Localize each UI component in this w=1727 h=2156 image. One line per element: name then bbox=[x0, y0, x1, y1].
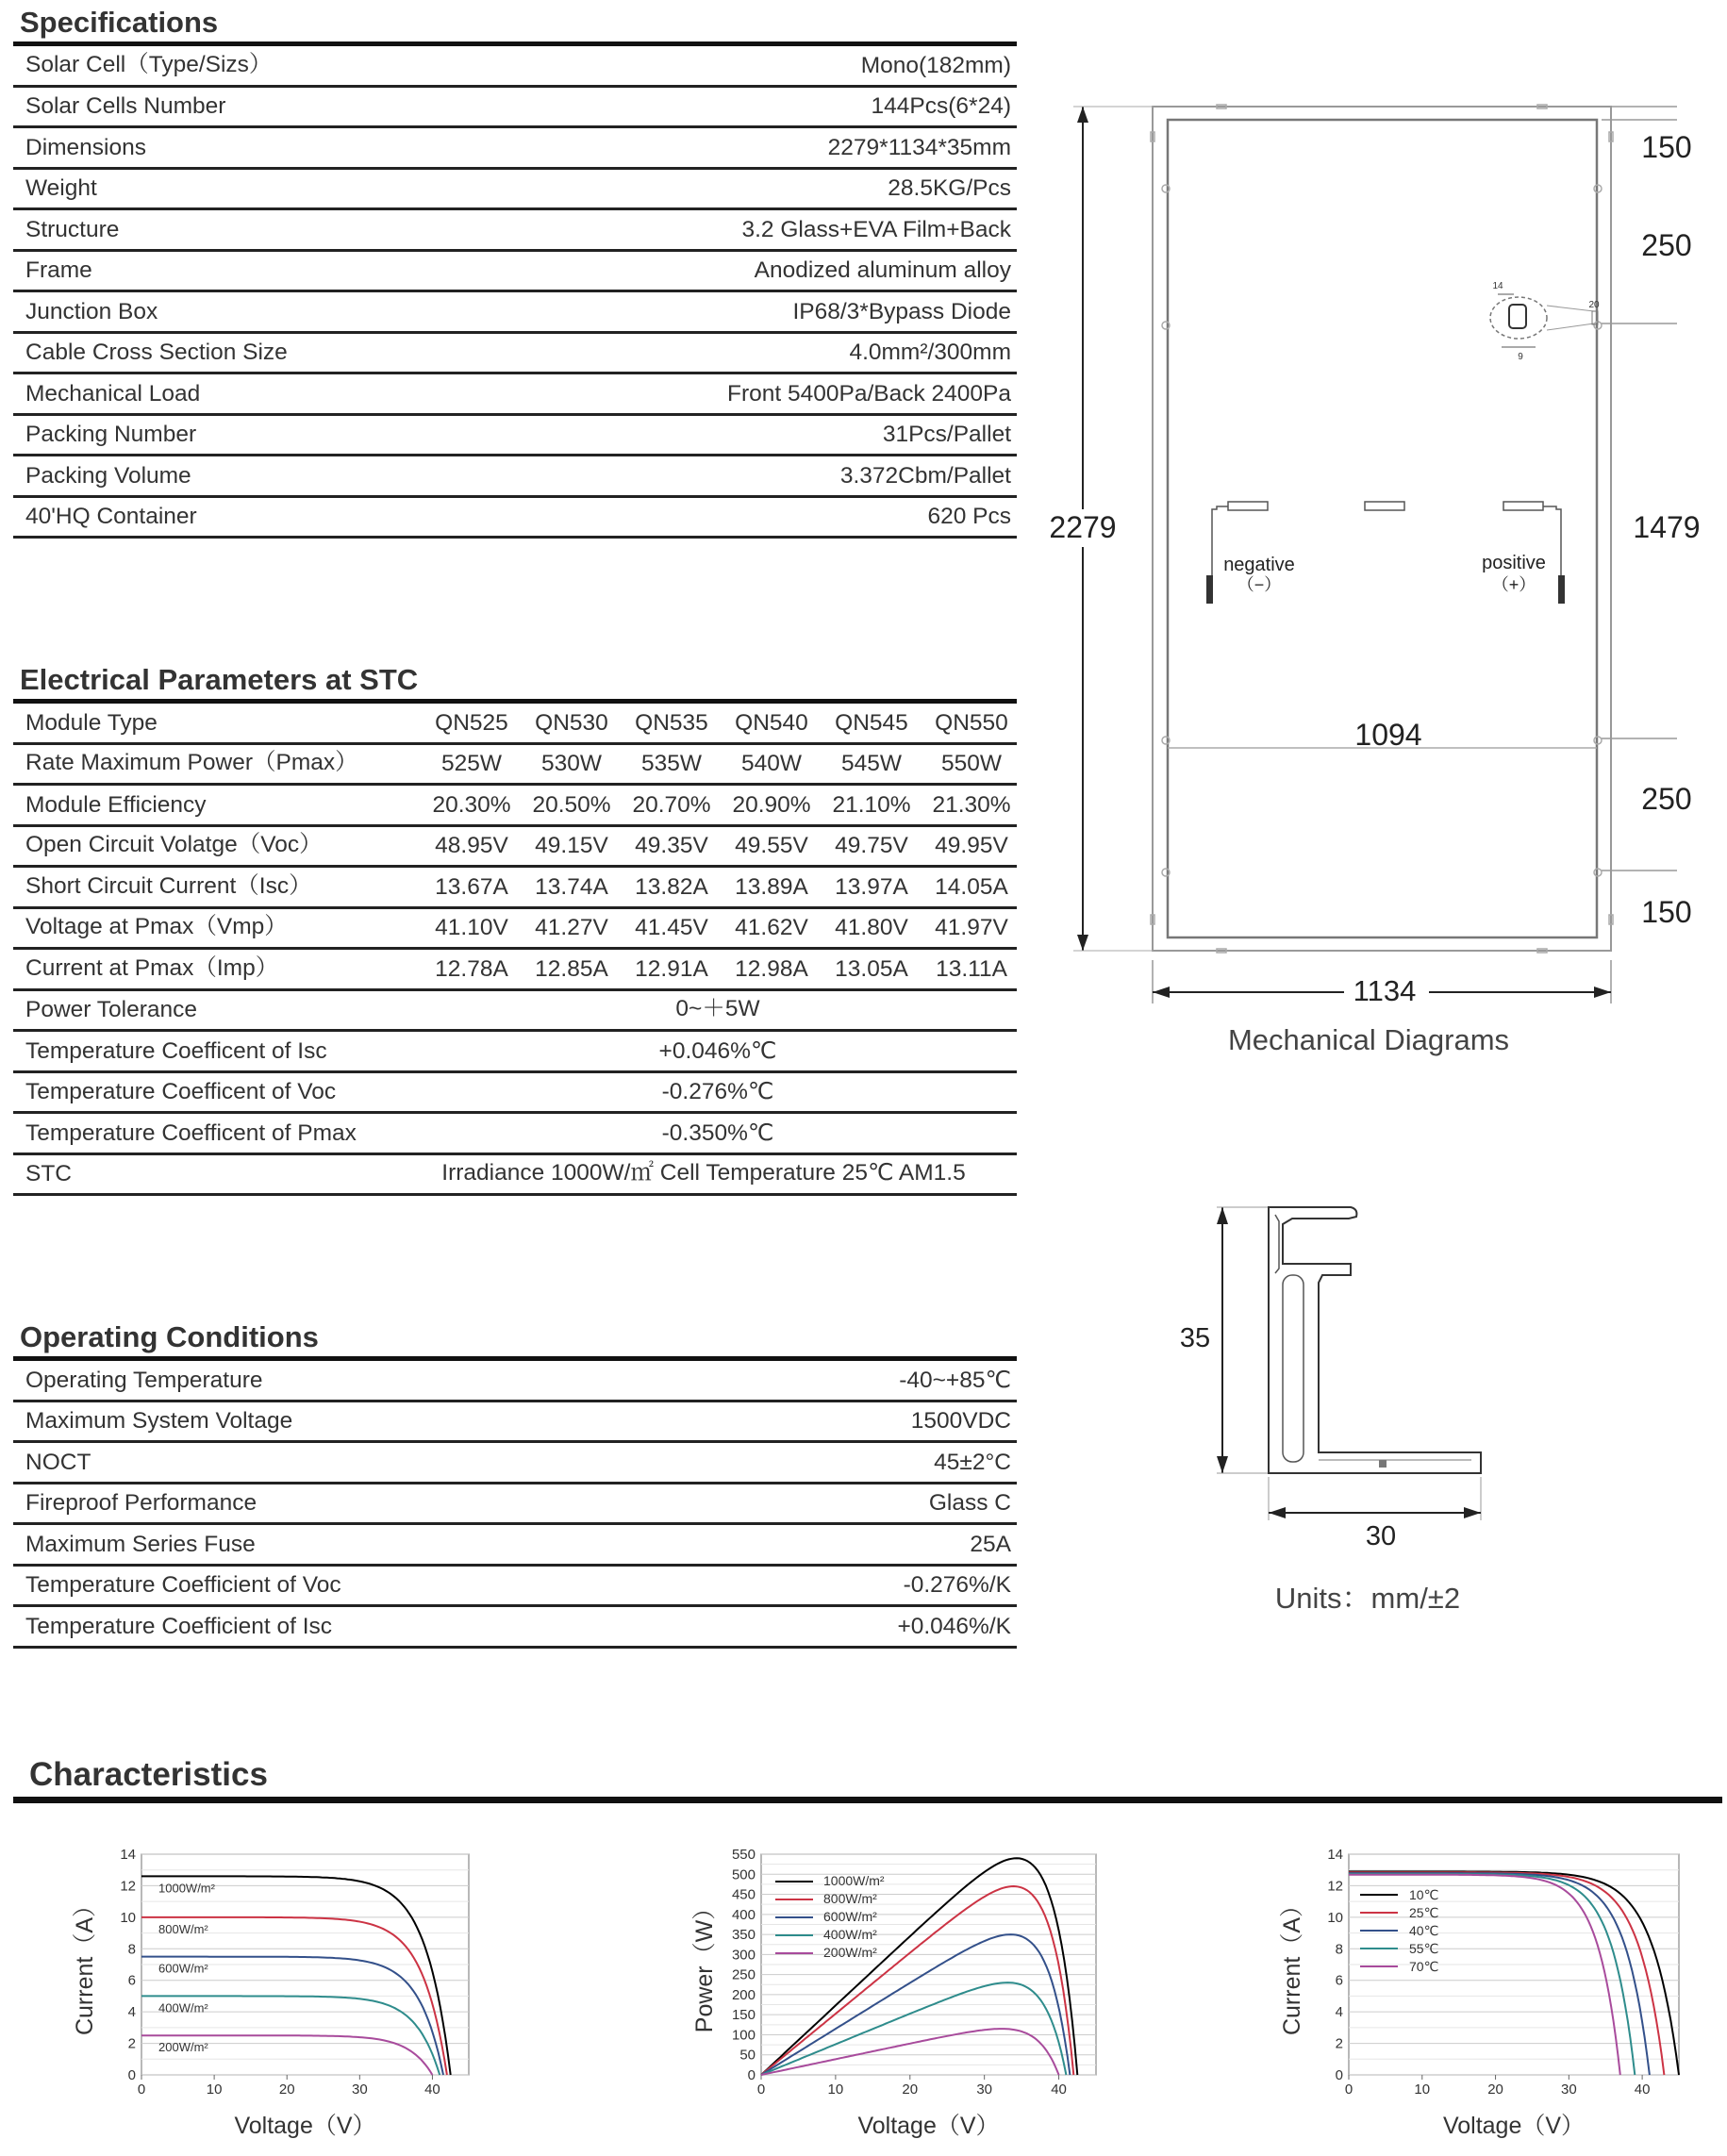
table-row bbox=[13, 950, 1017, 991]
characteristics-title: Characteristics bbox=[29, 1756, 268, 1793]
cell: 41.62V bbox=[735, 915, 808, 940]
mechanical-diagrams-caption: Mechanical Diagrams bbox=[1227, 1023, 1510, 1056]
row-value: -0.276%/K bbox=[903, 1572, 1011, 1598]
row-value: Anodized aluminum alloy bbox=[754, 257, 1011, 283]
cell: 525W bbox=[440, 751, 502, 776]
units-caption: Units：mm/±2 bbox=[1274, 1582, 1461, 1615]
positive-label: positive bbox=[1482, 553, 1546, 573]
x-axis-label: Voltage（V） bbox=[234, 2113, 376, 2139]
dim-label: 1479 bbox=[1633, 510, 1701, 544]
row-label: Weight bbox=[25, 175, 97, 201]
table-row bbox=[13, 210, 1017, 252]
y-tick-label: 500 bbox=[731, 1866, 756, 1883]
model-header: QN535 bbox=[635, 709, 708, 736]
electrical-title: Electrical Parameters at STC bbox=[20, 663, 419, 696]
row-label: Short Circuit Current（Isc） bbox=[25, 872, 312, 899]
y-tick-label: 250 bbox=[731, 1966, 756, 1983]
model-header: QN525 bbox=[435, 709, 508, 736]
row-label: Maximum System Voltage bbox=[25, 1408, 293, 1434]
y-tick-label: 10 bbox=[120, 1909, 136, 1926]
cell: 545W bbox=[840, 751, 902, 776]
table-row bbox=[13, 46, 1017, 88]
table-row bbox=[13, 1567, 1017, 1608]
cell: 14.05A bbox=[935, 873, 1008, 900]
table-row bbox=[13, 1525, 1017, 1567]
cell: 41.10V bbox=[435, 915, 508, 940]
cell: 20.50% bbox=[532, 791, 611, 818]
table-row bbox=[13, 991, 1017, 1033]
x-axis-label: Voltage（V） bbox=[1442, 2113, 1586, 2139]
x-tick-label: 10 bbox=[1414, 2081, 1431, 2098]
iv-temperature-chart bbox=[1273, 1830, 1707, 2150]
legend-label: 40℃ bbox=[1409, 1923, 1439, 1938]
cell: 12.78A bbox=[435, 955, 508, 982]
row-value: Irradiance 1000W/㎡ Cell Temperature 25℃ AM1.5 bbox=[441, 1160, 966, 1186]
cell: 41.97V bbox=[935, 915, 1008, 940]
cell: 13.05A bbox=[835, 955, 908, 982]
dim-label: 250 bbox=[1641, 228, 1692, 262]
cell: 12.85A bbox=[535, 955, 608, 982]
row-label: Operating Temperature bbox=[25, 1367, 263, 1393]
series-label: 800W/m² bbox=[158, 1921, 208, 1936]
y-tick-label: 12 bbox=[120, 1878, 136, 1895]
mounting-holes bbox=[1151, 105, 1613, 953]
frame-profile-cavity bbox=[1283, 1275, 1304, 1462]
row-label: Junction Box bbox=[25, 298, 158, 324]
width-dimension-label: 1134 bbox=[1353, 974, 1417, 1007]
y-tick-label: 50 bbox=[739, 2047, 756, 2064]
cell: 41.80V bbox=[835, 915, 908, 940]
section-height-label: 35 bbox=[1179, 1323, 1211, 1353]
panel-outline bbox=[1153, 107, 1611, 951]
series-label: 1000W/m² bbox=[158, 1881, 215, 1896]
cell: 20.30% bbox=[432, 791, 511, 818]
section-width-label: 30 bbox=[1365, 1521, 1397, 1551]
y-tick-label: 6 bbox=[127, 1972, 136, 1989]
table-row bbox=[13, 416, 1017, 457]
arrow-right-icon bbox=[1594, 987, 1611, 998]
row-value: 45±2°C bbox=[934, 1449, 1011, 1475]
row-value: 1500VDC bbox=[910, 1408, 1011, 1434]
legend-label: 600W/m² bbox=[823, 1909, 877, 1924]
cell: 21.10% bbox=[832, 791, 911, 818]
cell: 49.35V bbox=[635, 833, 708, 858]
table-row bbox=[13, 1607, 1017, 1649]
frame-section-diagram bbox=[1160, 1188, 1537, 1622]
table-row bbox=[13, 1361, 1017, 1402]
row-value: +0.046%/K bbox=[897, 1613, 1011, 1639]
y-tick-label: 550 bbox=[731, 1847, 756, 1863]
row-value: -0.350%℃ bbox=[661, 1119, 774, 1146]
y-tick-label: 4 bbox=[1335, 2004, 1343, 2021]
arrow-up-icon bbox=[1077, 107, 1088, 123]
dim-label: 150 bbox=[1641, 130, 1692, 164]
y-tick-label: 8 bbox=[1335, 1941, 1343, 1958]
cell: 540W bbox=[740, 751, 802, 776]
x-tick-label: 0 bbox=[1344, 2081, 1353, 2098]
dim-label: 150 bbox=[1641, 895, 1692, 929]
cell: 13.97A bbox=[835, 873, 908, 900]
row-value: Front 5400Pa/Back 2400Pa bbox=[726, 380, 1011, 406]
row-label: Temperature Coefficient of Isc bbox=[25, 1613, 333, 1639]
x-axis-label: Voltage（V） bbox=[857, 2113, 1000, 2139]
operating-title: Operating Conditions bbox=[20, 1320, 319, 1353]
dim-label: 250 bbox=[1641, 782, 1692, 816]
cell: 530W bbox=[540, 751, 602, 776]
x-tick-label: 20 bbox=[278, 2081, 295, 2098]
cell: 21.30% bbox=[932, 791, 1011, 818]
row-label: Cable Cross Section Size bbox=[25, 340, 288, 365]
row-value: 620 Pcs bbox=[927, 504, 1011, 529]
row-label: Dimensions bbox=[25, 134, 146, 160]
junction-box-detail bbox=[1490, 294, 1677, 347]
table-row bbox=[13, 1484, 1017, 1526]
table-row bbox=[13, 456, 1017, 498]
cell: 49.15V bbox=[535, 833, 608, 858]
cell: 49.55V bbox=[735, 833, 808, 858]
row-value: 3.2 Glass+EVA Film+Back bbox=[741, 216, 1011, 242]
x-tick-label: 0 bbox=[137, 2081, 146, 2098]
x-tick-label: 30 bbox=[1560, 2081, 1577, 2098]
section-rule bbox=[13, 1797, 1722, 1803]
legend-label: 70℃ bbox=[1409, 1959, 1439, 1974]
x-tick-label: 10 bbox=[206, 2081, 223, 2098]
positive-sign: （+） bbox=[1491, 575, 1536, 594]
row-label: Packing Number bbox=[25, 422, 197, 447]
legend-label: 10℃ bbox=[1409, 1887, 1439, 1902]
row-label: Current at Pmax（Imp） bbox=[25, 954, 279, 981]
row-label: Module Efficiency bbox=[25, 791, 207, 818]
cell: 49.95V bbox=[935, 833, 1008, 858]
cell: 535W bbox=[640, 751, 702, 776]
cell: 48.95V bbox=[435, 833, 508, 858]
table-row bbox=[13, 827, 1017, 869]
row-label: Solar Cell（Type/Sizs） bbox=[25, 51, 273, 77]
model-header: QN545 bbox=[835, 709, 908, 736]
legend-label: 25℃ bbox=[1409, 1905, 1439, 1920]
row-value: 31Pcs/Pallet bbox=[882, 422, 1011, 447]
y-tick-label: 14 bbox=[1327, 1847, 1343, 1863]
table-row bbox=[13, 252, 1017, 293]
table-row bbox=[13, 1443, 1017, 1484]
table-row bbox=[13, 498, 1017, 539]
series-label: 400W/m² bbox=[158, 2000, 208, 2015]
row-label: NOCT bbox=[25, 1449, 91, 1475]
positive-connector bbox=[1558, 575, 1565, 604]
cell: 49.75V bbox=[835, 833, 908, 858]
y-tick-label: 300 bbox=[731, 1947, 756, 1964]
negative-sign: （−） bbox=[1237, 575, 1282, 594]
row-label: Temperature Coefficent of Pmax bbox=[25, 1119, 357, 1146]
x-tick-label: 40 bbox=[1634, 2081, 1651, 2098]
row-label: Frame bbox=[25, 257, 92, 283]
table-row bbox=[13, 1114, 1017, 1155]
table-row bbox=[13, 1032, 1017, 1073]
y-tick-label: 0 bbox=[747, 2067, 756, 2083]
y-tick-label: 0 bbox=[1335, 2067, 1343, 2083]
row-label: Solar Cells Number bbox=[25, 93, 226, 119]
cell: 13.82A bbox=[635, 873, 708, 900]
row-label: Structure bbox=[25, 216, 120, 242]
cell: 12.91A bbox=[635, 955, 708, 982]
y-tick-label: 450 bbox=[731, 1886, 756, 1903]
table-row bbox=[13, 374, 1017, 416]
cell: 13.74A bbox=[535, 873, 608, 900]
y-tick-label: 0 bbox=[127, 2067, 136, 2083]
row-label: Mechanical Load bbox=[25, 380, 201, 406]
cell: 41.27V bbox=[535, 915, 608, 940]
table-row bbox=[13, 786, 1017, 827]
x-tick-label: 20 bbox=[902, 2081, 919, 2098]
model-header: QN530 bbox=[535, 709, 608, 736]
legend-label: 1000W/m² bbox=[823, 1873, 885, 1888]
row-label: Packing Volume bbox=[25, 462, 191, 489]
row-label: STC bbox=[25, 1161, 72, 1186]
legend-label: 400W/m² bbox=[823, 1927, 877, 1942]
arrow-left-icon bbox=[1153, 987, 1170, 998]
row-label: Fireproof Performance bbox=[25, 1490, 257, 1516]
table-row bbox=[13, 292, 1017, 334]
row-label: Open Circuit Volatge（Voc） bbox=[25, 832, 323, 857]
y-tick-label: 150 bbox=[731, 2007, 756, 2024]
model-header: QN550 bbox=[935, 709, 1008, 736]
row-label: Rate Maximum Power（Pmax） bbox=[25, 750, 358, 775]
row-value: 25A bbox=[970, 1531, 1011, 1557]
row-label: Temperature Coefficent of Voc bbox=[25, 1079, 337, 1104]
negative-connector bbox=[1206, 575, 1213, 604]
table-row bbox=[13, 334, 1017, 375]
frame-profile-detail bbox=[1379, 1460, 1387, 1468]
jbox-dim-label: 9 bbox=[1518, 352, 1523, 362]
y-tick-label: 12 bbox=[1327, 1878, 1343, 1895]
row-value: +0.046%℃ bbox=[658, 1037, 777, 1064]
legend-label: 55℃ bbox=[1409, 1941, 1439, 1956]
y-tick-label: 10 bbox=[1327, 1909, 1343, 1926]
cell: 550W bbox=[940, 751, 1002, 776]
x-tick-label: 30 bbox=[976, 2081, 993, 2098]
y-tick-label: 6 bbox=[1335, 1972, 1343, 1989]
operating-table bbox=[13, 1361, 1017, 1649]
x-tick-label: 0 bbox=[756, 2081, 766, 2098]
row-value: Glass C bbox=[928, 1490, 1011, 1516]
y-tick-label: 8 bbox=[127, 1941, 136, 1958]
table-row bbox=[13, 88, 1017, 129]
y-axis-label: Power（W） bbox=[691, 1896, 718, 2033]
jbox-dim-label: 14 bbox=[1492, 281, 1503, 291]
row-value: 2279*1134*35mm bbox=[827, 134, 1011, 160]
table-row bbox=[13, 1073, 1017, 1115]
arrow-down-icon bbox=[1217, 1456, 1228, 1473]
legend-label: 200W/m² bbox=[823, 1945, 877, 1960]
row-value: 144Pcs(6*24) bbox=[871, 93, 1011, 119]
y-tick-label: 200 bbox=[731, 1986, 756, 2003]
table-row bbox=[13, 1402, 1017, 1444]
table-row bbox=[13, 170, 1017, 211]
arrow-up-icon bbox=[1217, 1207, 1228, 1224]
y-tick-label: 14 bbox=[120, 1847, 136, 1863]
specifications-title: Specifications bbox=[20, 6, 219, 39]
row-label: Power Tolerance bbox=[25, 997, 198, 1022]
panel-inner-frame bbox=[1168, 120, 1597, 937]
specifications-table bbox=[13, 46, 1017, 539]
cell: 12.98A bbox=[735, 955, 808, 982]
legend-label: 800W/m² bbox=[823, 1891, 877, 1906]
jbox-dim-label: 20 bbox=[1588, 300, 1600, 310]
x-tick-label: 20 bbox=[1487, 2081, 1503, 2098]
row-value: -0.276%℃ bbox=[661, 1079, 774, 1104]
y-tick-label: 350 bbox=[731, 1927, 756, 1944]
frame-profile-detail bbox=[1275, 1215, 1279, 1273]
row-value: Mono(182mm) bbox=[860, 52, 1011, 78]
x-tick-label: 40 bbox=[424, 2081, 440, 2098]
pv-irradiance-chart bbox=[670, 1830, 1104, 2150]
y-tick-label: 4 bbox=[127, 2004, 136, 2021]
y-tick-label: 2 bbox=[127, 2035, 136, 2052]
y-axis-label: Current（A） bbox=[72, 1893, 98, 2036]
right-dimension-ticks bbox=[1602, 107, 1677, 871]
arrow-left-icon bbox=[1269, 1507, 1286, 1518]
header-label: Module Type bbox=[25, 709, 158, 736]
cell: 20.90% bbox=[732, 791, 811, 818]
series-label: 200W/m² bbox=[158, 2040, 208, 2055]
row-value: 28.5KG/Pcs bbox=[888, 175, 1011, 201]
row-label: Voltage at Pmax（Vmp） bbox=[25, 914, 288, 939]
row-label: Temperature Coefficent of Isc bbox=[25, 1037, 327, 1064]
row-label: Temperature Coefficient of Voc bbox=[25, 1572, 341, 1598]
x-tick-label: 40 bbox=[1051, 2081, 1067, 2098]
iv-irradiance-chart bbox=[66, 1830, 481, 2150]
row-value: 3.372Cbm/Pallet bbox=[839, 462, 1011, 489]
frame-profile-outline bbox=[1269, 1207, 1481, 1473]
row-value: 0~＋5W bbox=[675, 996, 760, 1021]
row-label: Maximum Series Fuse bbox=[25, 1531, 256, 1557]
y-tick-label: 100 bbox=[731, 2027, 756, 2044]
x-tick-label: 30 bbox=[351, 2081, 368, 2098]
negative-label: negative bbox=[1223, 555, 1295, 575]
row-value: 4.0mm²/300mm bbox=[849, 340, 1011, 365]
y-tick-label: 2 bbox=[1335, 2035, 1343, 2052]
table-header-row bbox=[13, 704, 1017, 745]
table-row bbox=[13, 909, 1017, 951]
y-tick-label: 400 bbox=[731, 1906, 756, 1923]
series-label: 600W/m² bbox=[158, 1961, 208, 1976]
mechanical-diagram bbox=[1028, 90, 1727, 1061]
row-label: 40'HQ Container bbox=[25, 504, 197, 529]
cell: 41.45V bbox=[635, 915, 708, 940]
height-dimension-label: 2279 bbox=[1049, 510, 1117, 544]
y-axis-label: Current（A） bbox=[1279, 1893, 1305, 2036]
inner-width-label: 1094 bbox=[1354, 718, 1422, 752]
cell: 13.89A bbox=[735, 873, 808, 900]
row-value: -40~+85℃ bbox=[899, 1367, 1011, 1393]
cell: 13.11A bbox=[936, 955, 1007, 982]
x-tick-label: 10 bbox=[827, 2081, 844, 2098]
table-row bbox=[13, 868, 1017, 909]
electrical-table bbox=[13, 704, 1017, 1196]
table-row bbox=[13, 128, 1017, 170]
arrow-right-icon bbox=[1464, 1507, 1481, 1518]
table-row bbox=[13, 1155, 1017, 1197]
row-value: IP68/3*Bypass Diode bbox=[792, 298, 1011, 324]
arrow-down-icon bbox=[1077, 935, 1088, 951]
table-row bbox=[13, 745, 1017, 787]
cell: 20.70% bbox=[632, 791, 711, 818]
cell: 13.67A bbox=[435, 873, 508, 900]
model-header: QN540 bbox=[735, 709, 808, 736]
